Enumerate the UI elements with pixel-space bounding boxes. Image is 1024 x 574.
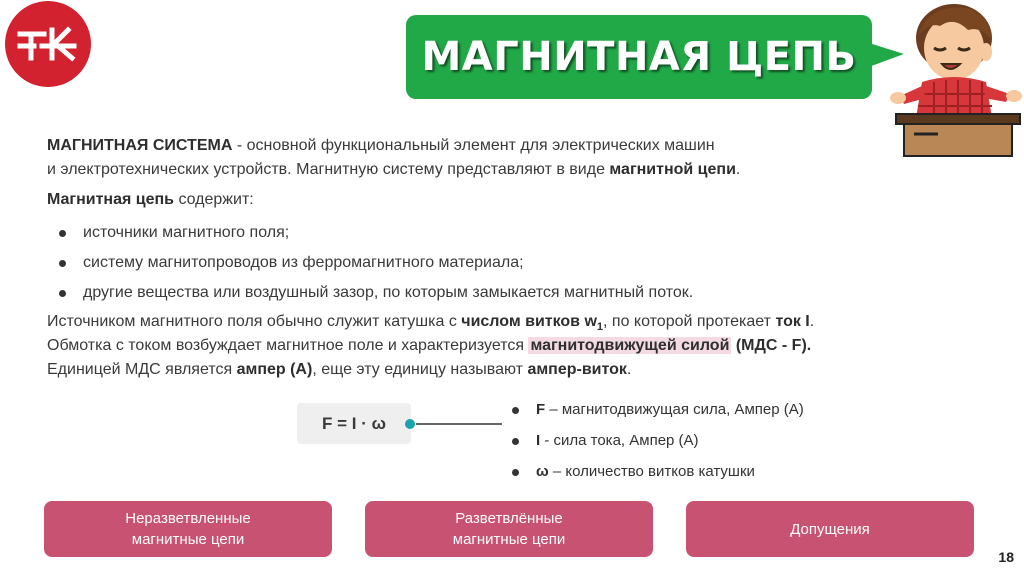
list-item: [47, 218, 947, 248]
connector-line: [404, 416, 504, 432]
bullet-icon: [512, 438, 519, 445]
source-text-4: Обмотка с током возбуждает магнитное поле и характеризуется: [47, 337, 529, 354]
intro-end: .: [735, 161, 741, 178]
bullet-icon: [59, 290, 66, 297]
page-number: 18: [998, 549, 1014, 565]
list-item-text: источники магнитного поля;: [83, 224, 290, 241]
formula-box: [297, 403, 411, 444]
list-item-text: систему магнитопроводов из ферромагнитного материала;: [83, 254, 524, 271]
assumptions-button[interactable]: Допущения: [686, 501, 974, 557]
contains-text: содержит:: [174, 191, 254, 208]
list-item-text: другие вещества или воздушный зазор, по которым замыкается магнитный поток.: [83, 284, 694, 301]
intro-text-1: - основной функциональный элемент для электрических машин: [232, 137, 715, 154]
company-logo: [4, 0, 92, 88]
source-subscript: 1: [596, 321, 604, 334]
source-text-5: Единицей МДС является: [47, 361, 237, 378]
unbranched-circuits-button[interactable]: Неразветвленные магнитные цепи: [44, 501, 332, 557]
source-paragraph: [47, 310, 947, 382]
intro-bold-end: магнитной цепи: [609, 161, 736, 178]
bullet-icon: [512, 407, 519, 414]
legend-text: - сила тока, Ампер (А): [540, 432, 699, 449]
formula-text: F = I · ω: [322, 413, 386, 433]
main-content: [47, 134, 947, 382]
contains-paragraph: [47, 188, 947, 212]
legend-symbol: F: [536, 401, 546, 418]
legend-symbol: ω: [536, 463, 549, 480]
source-bold-3: (МДС - F).: [731, 337, 812, 354]
term-magnetic-circuit: Магнитная цепь: [47, 191, 174, 208]
branched-circuits-button[interactable]: Разветвлённые магнитные цепи: [365, 501, 653, 557]
legend-symbol: I: [536, 432, 541, 449]
intro-text-2: и электротехнических устройств. Магнитную систему представляют в виде: [47, 161, 610, 178]
source-bold-2: ток I: [775, 313, 810, 330]
bullet-icon: [512, 469, 519, 476]
source-text-7: .: [626, 361, 632, 378]
page-title: МАГНИТНАЯ ЦЕПЬ: [421, 34, 857, 80]
bullet-icon: [59, 260, 66, 267]
legend-item: [510, 460, 804, 491]
formula-legend: [510, 398, 804, 491]
list-item: [47, 278, 947, 308]
legend-item: [510, 429, 804, 460]
legend-item: [510, 398, 804, 429]
source-bold-4: ампер (А): [236, 361, 313, 378]
intro-paragraph: [47, 134, 947, 182]
source-text-2: , по которой протекает: [603, 313, 776, 330]
highlighted-term: магнитодвижущей силой: [530, 337, 730, 354]
source-text-3: .: [809, 313, 815, 330]
source-text-1: Источником магнитного поля обычно служит катушка с: [47, 313, 462, 330]
components-list: [47, 218, 947, 308]
title-banner: [406, 15, 872, 99]
bullet-icon: [59, 230, 66, 237]
connector-dot-icon: [405, 419, 415, 429]
list-item: [47, 248, 947, 278]
source-bold-1: числом витков w: [461, 313, 597, 330]
source-text-6: , еще эту единицу называют: [312, 361, 528, 378]
legend-text: – магнитодвижущая сила, Ампер (А): [545, 401, 804, 418]
legend-text: – количество витков катушки: [548, 463, 755, 480]
logo-icon: [4, 0, 92, 88]
source-bold-5: ампер-виток: [527, 361, 627, 378]
term-magnetic-system: МАГНИТНАЯ СИСТЕМА: [47, 137, 233, 154]
